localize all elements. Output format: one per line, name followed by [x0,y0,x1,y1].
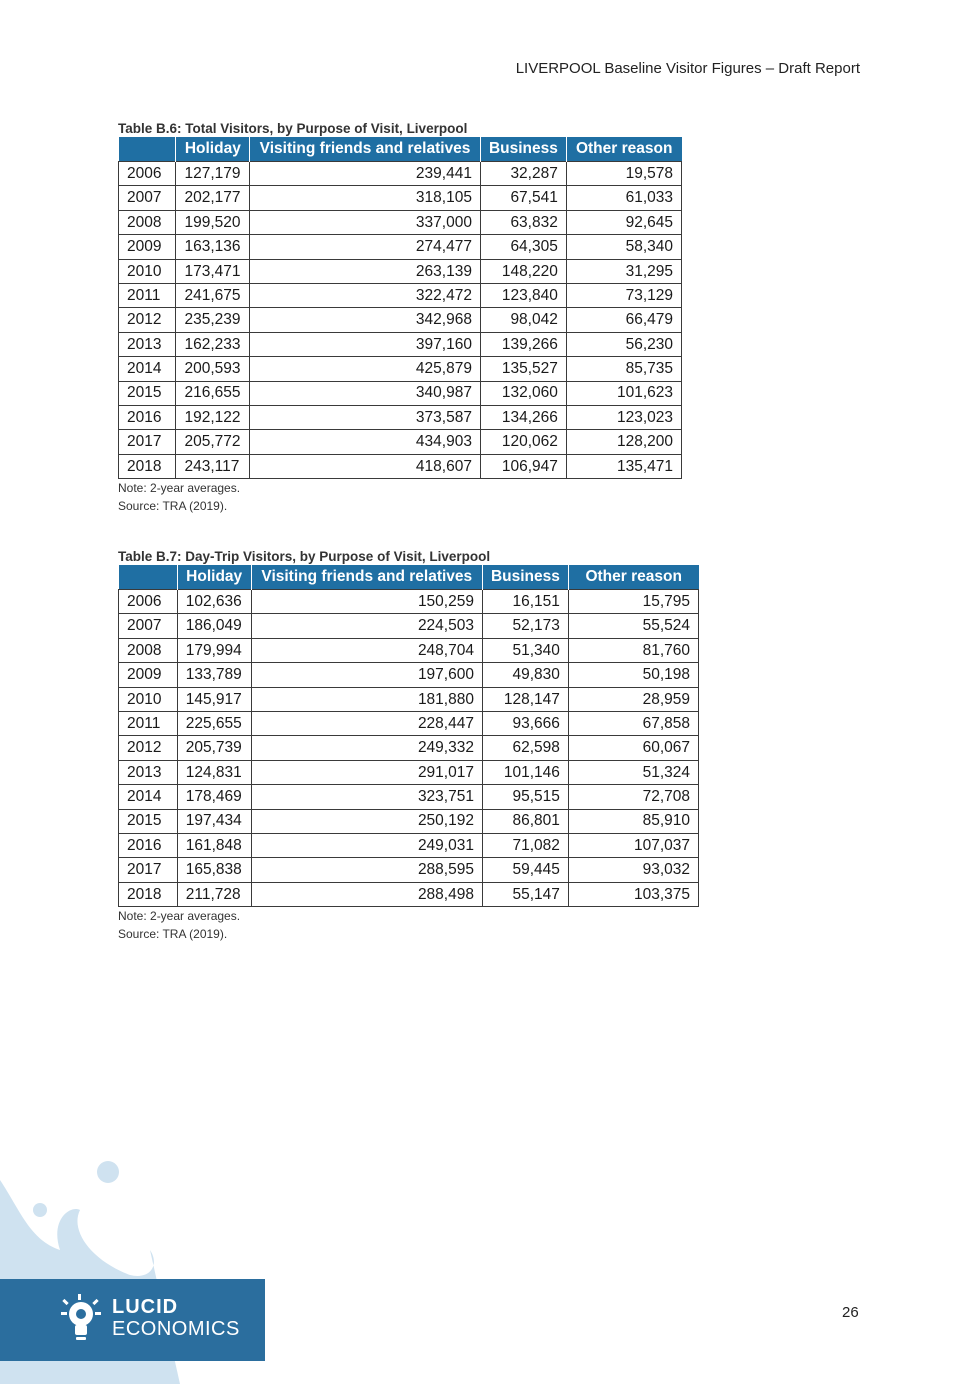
value-cell: 197,434 [177,809,251,833]
year-cell: 2018 [119,454,176,478]
table-row [119,858,699,882]
value-cell: 235,239 [176,308,250,332]
value-cell: 98,042 [480,308,566,332]
table-row [119,736,699,760]
value-cell: 178,469 [177,785,251,809]
value-cell: 181,880 [251,687,482,711]
value-cell: 49,830 [482,663,568,687]
value-cell: 239,441 [250,162,481,186]
table-caption: Table B.6: Total Visitors, by Purpose of Visit, Liverpool [118,121,468,136]
value-cell: 243,117 [176,454,250,478]
value-cell: 148,220 [480,259,566,283]
value-cell: 58,340 [566,235,681,259]
table-row [119,711,699,735]
value-cell: 135,471 [566,454,681,478]
year-cell: 2018 [119,882,178,906]
table-row [119,833,699,857]
value-cell: 59,445 [482,858,568,882]
value-cell: 186,049 [177,614,251,638]
table-row [119,186,682,210]
table-row [119,663,699,687]
value-cell: 62,598 [482,736,568,760]
day-trip-visitors-table [118,565,699,907]
value-cell: 32,287 [480,162,566,186]
value-cell: 161,848 [177,833,251,857]
value-cell: 288,498 [251,882,482,906]
year-cell: 2009 [119,663,178,687]
value-cell: 120,062 [480,430,566,454]
value-cell: 250,192 [251,809,482,833]
value-cell: 249,332 [251,736,482,760]
value-cell: 101,623 [566,381,681,405]
table-row [119,357,682,381]
value-cell: 67,541 [480,186,566,210]
value-cell: 225,655 [177,711,251,735]
year-cell: 2017 [119,858,178,882]
year-cell: 2012 [119,308,176,332]
value-cell: 93,666 [482,711,568,735]
column-header: Holiday [176,137,250,162]
value-cell: 274,477 [250,235,481,259]
value-cell: 102,636 [177,590,251,614]
value-cell: 291,017 [251,760,482,784]
year-cell: 2007 [119,186,176,210]
table-row [119,760,699,784]
table-b7-section [118,549,699,943]
value-cell: 64,305 [480,235,566,259]
value-cell: 86,801 [482,809,568,833]
value-cell: 145,917 [177,687,251,711]
column-header [119,565,178,590]
value-cell: 263,139 [250,259,481,283]
table-header-row [119,137,682,162]
year-cell: 2011 [119,711,178,735]
column-header [119,137,176,162]
value-cell: 133,789 [177,663,251,687]
table-b6-section [118,121,682,515]
company-logo [112,1296,240,1340]
table-row [119,259,682,283]
table-note: Note: 2-year averages. [118,909,241,924]
value-cell: 288,595 [251,858,482,882]
value-cell: 337,000 [250,210,481,234]
value-cell: 132,060 [480,381,566,405]
table-source: Source: TRA (2019). [118,499,228,514]
table-row [119,785,699,809]
value-cell: 342,968 [250,308,481,332]
value-cell: 162,233 [176,332,250,356]
column-header: Visiting friends and relatives [250,137,481,162]
table-row [119,210,682,234]
logo-line-1: LUCID [112,1296,179,1318]
logo-line-2: ECONOMICS [112,1318,240,1340]
value-cell: 61,033 [566,186,681,210]
value-cell: 101,146 [482,760,568,784]
value-cell: 241,675 [176,283,250,307]
value-cell: 128,200 [566,430,681,454]
value-cell: 322,472 [250,283,481,307]
value-cell: 163,136 [176,235,250,259]
value-cell: 123,840 [480,283,566,307]
value-cell: 95,515 [482,785,568,809]
value-cell: 73,129 [566,283,681,307]
table-row [119,809,699,833]
value-cell: 127,179 [176,162,250,186]
year-cell: 2007 [119,614,178,638]
lightbulb-icon [58,1294,104,1346]
column-header: Holiday [177,565,251,590]
value-cell: 124,831 [177,760,251,784]
value-cell: 66,479 [566,308,681,332]
value-cell: 179,994 [177,638,251,662]
column-header: Other reason [568,565,698,590]
value-cell: 434,903 [250,430,481,454]
value-cell: 55,524 [568,614,698,638]
value-cell: 216,655 [176,381,250,405]
value-cell: 205,772 [176,430,250,454]
value-cell: 31,295 [566,259,681,283]
value-cell: 52,173 [482,614,568,638]
year-cell: 2013 [119,332,176,356]
value-cell: 51,340 [482,638,568,662]
value-cell: 67,858 [568,711,698,735]
year-cell: 2010 [119,687,178,711]
value-cell: 107,037 [568,833,698,857]
value-cell: 425,879 [250,357,481,381]
year-cell: 2016 [119,833,178,857]
value-cell: 135,527 [480,357,566,381]
table-row [119,405,682,429]
year-cell: 2009 [119,235,176,259]
value-cell: 56,230 [566,332,681,356]
value-cell: 85,910 [568,809,698,833]
value-cell: 418,607 [250,454,481,478]
table-header-row [119,565,699,590]
value-cell: 16,151 [482,590,568,614]
value-cell: 72,708 [568,785,698,809]
value-cell: 202,177 [176,186,250,210]
value-cell: 224,503 [251,614,482,638]
report-header: LIVERPOOL Baseline Visitor Figures – Draft Report [515,60,860,77]
column-header: Other reason [566,137,681,162]
value-cell: 28,959 [568,687,698,711]
year-cell: 2015 [119,809,178,833]
table-row [119,614,699,638]
value-cell: 106,947 [480,454,566,478]
value-cell: 71,082 [482,833,568,857]
year-cell: 2015 [119,381,176,405]
table-row [119,638,699,662]
year-cell: 2014 [119,785,178,809]
value-cell: 85,735 [566,357,681,381]
year-cell: 2017 [119,430,176,454]
value-cell: 323,751 [251,785,482,809]
year-cell: 2008 [119,638,178,662]
value-cell: 340,987 [250,381,481,405]
value-cell: 248,704 [251,638,482,662]
table-row [119,687,699,711]
table-row [119,590,699,614]
year-cell: 2013 [119,760,178,784]
value-cell: 60,067 [568,736,698,760]
value-cell: 373,587 [250,405,481,429]
value-cell: 211,728 [177,882,251,906]
column-header: Business [482,565,568,590]
value-cell: 50,198 [568,663,698,687]
value-cell: 51,324 [568,760,698,784]
year-cell: 2010 [119,259,176,283]
column-header: Visiting friends and relatives [251,565,482,590]
value-cell: 249,031 [251,833,482,857]
value-cell: 93,032 [568,858,698,882]
value-cell: 103,375 [568,882,698,906]
table-row [119,882,699,906]
value-cell: 139,266 [480,332,566,356]
value-cell: 123,023 [566,405,681,429]
value-cell: 63,832 [480,210,566,234]
value-cell: 128,147 [482,687,568,711]
year-cell: 2012 [119,736,178,760]
table-row [119,332,682,356]
value-cell: 150,259 [251,590,482,614]
value-cell: 228,447 [251,711,482,735]
table-row [119,235,682,259]
value-cell: 192,122 [176,405,250,429]
value-cell: 199,520 [176,210,250,234]
table-row [119,430,682,454]
value-cell: 197,600 [251,663,482,687]
value-cell: 55,147 [482,882,568,906]
year-cell: 2011 [119,283,176,307]
total-visitors-table [118,137,682,479]
year-cell: 2006 [119,162,176,186]
year-cell: 2016 [119,405,176,429]
year-cell: 2006 [119,590,178,614]
value-cell: 318,105 [250,186,481,210]
value-cell: 165,838 [177,858,251,882]
value-cell: 200,593 [176,357,250,381]
table-row [119,381,682,405]
page-number: 26 [842,1304,859,1321]
table-source: Source: TRA (2019). [118,927,228,942]
column-header: Business [480,137,566,162]
table-row [119,283,682,307]
table-row [119,308,682,332]
value-cell: 81,760 [568,638,698,662]
value-cell: 15,795 [568,590,698,614]
value-cell: 173,471 [176,259,250,283]
table-caption: Table B.7: Day-Trip Visitors, by Purpose of Visit, Liverpool [118,549,491,564]
value-cell: 19,578 [566,162,681,186]
value-cell: 205,739 [177,736,251,760]
value-cell: 134,266 [480,405,566,429]
value-cell: 397,160 [250,332,481,356]
year-cell: 2008 [119,210,176,234]
value-cell: 92,645 [566,210,681,234]
table-row [119,162,682,186]
table-note: Note: 2-year averages. [118,481,241,496]
table-row [119,454,682,478]
year-cell: 2014 [119,357,176,381]
